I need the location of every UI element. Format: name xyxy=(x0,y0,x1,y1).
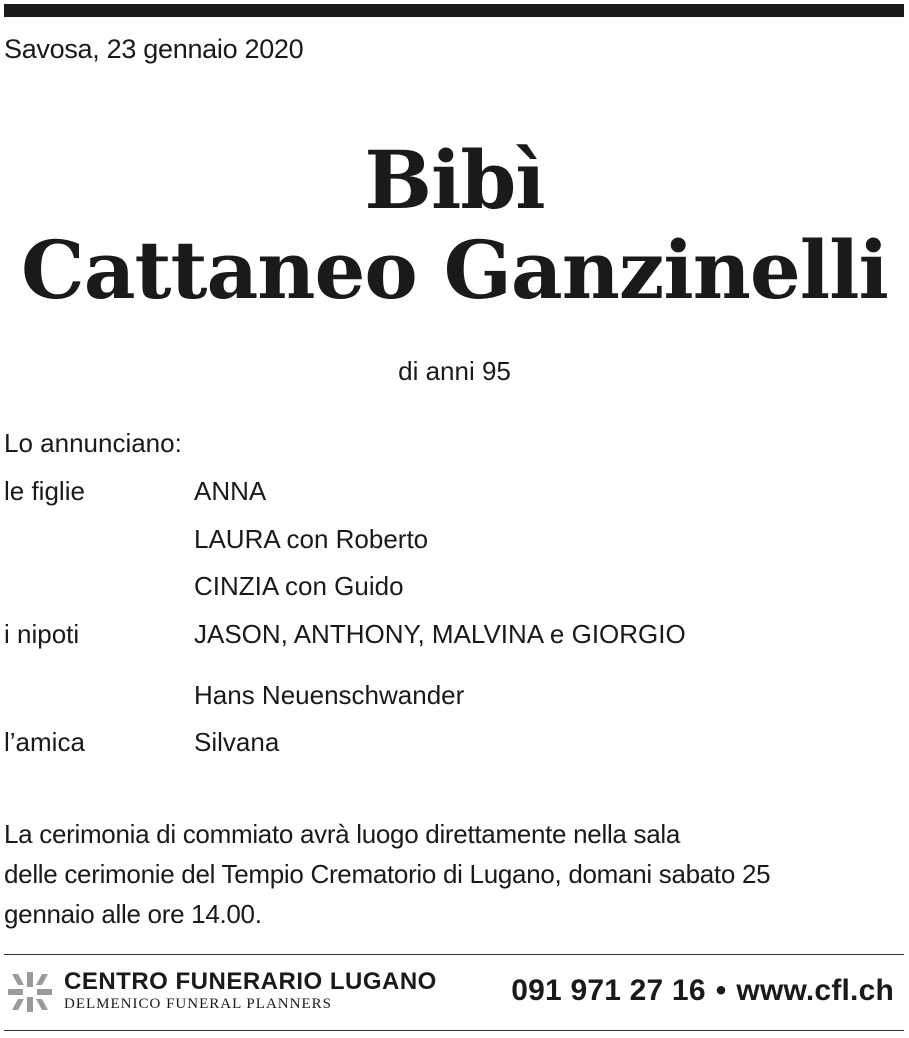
relation-label: i nipoti xyxy=(4,619,80,649)
relation-label: l’amica xyxy=(4,727,85,757)
relation-names: JASON, ANTHONY, MALVINA e GIORGIO xyxy=(194,619,686,649)
relation-names: ANNA xyxy=(194,476,267,506)
announcer-row xyxy=(0,619,909,659)
announcer-row xyxy=(0,571,909,611)
ceremony-line: gennaio alle ore 14.00. xyxy=(4,899,262,929)
ceremony-line: La cerimonia di commiato avrà luogo direttamente nella sala xyxy=(4,819,680,849)
deceased-first-name: Bibì xyxy=(364,133,545,227)
announcer-row xyxy=(0,524,909,564)
footer-top-rule xyxy=(4,954,904,955)
ceremony-line: delle cerimonie del Tempio Crematorio di Lugano, domani sabato 25 xyxy=(4,859,771,889)
announcer-row xyxy=(0,476,909,516)
footer-bottom-rule xyxy=(4,1030,904,1031)
announcer-row xyxy=(0,727,909,767)
relation-names: LAURA con Roberto xyxy=(194,524,429,554)
place-date: Savosa, 23 gennaio 2020 xyxy=(4,34,304,64)
website-link[interactable]: www.cfl.ch xyxy=(736,974,894,1007)
deceased-last-name: Cattaneo Ganzinelli xyxy=(21,223,888,317)
stylized-cross-logo-icon xyxy=(8,972,52,1012)
top-rule xyxy=(4,4,904,17)
funeral-home-footer xyxy=(4,960,904,1026)
contact-separator: • xyxy=(715,974,727,1007)
relation-names: Hans Neuenschwander xyxy=(194,680,465,710)
announcer-row xyxy=(0,680,909,720)
ceremony-text xyxy=(4,814,904,934)
announcers-intro: Lo annunciano: xyxy=(4,428,182,458)
company-subtitle: DELMENICO FUNERAL PLANNERS xyxy=(64,996,332,1012)
phone-number: 091 971 27 16 xyxy=(511,974,706,1007)
company-name: CENTRO FUNERARIO LUGANO xyxy=(64,968,437,995)
relation-names: CINZIA con Guido xyxy=(194,571,404,601)
contact-info xyxy=(511,974,894,1008)
relation-names: Silvana xyxy=(194,727,280,757)
age-text: di anni 95 xyxy=(398,356,511,386)
relation-label: le figlie xyxy=(4,476,85,506)
